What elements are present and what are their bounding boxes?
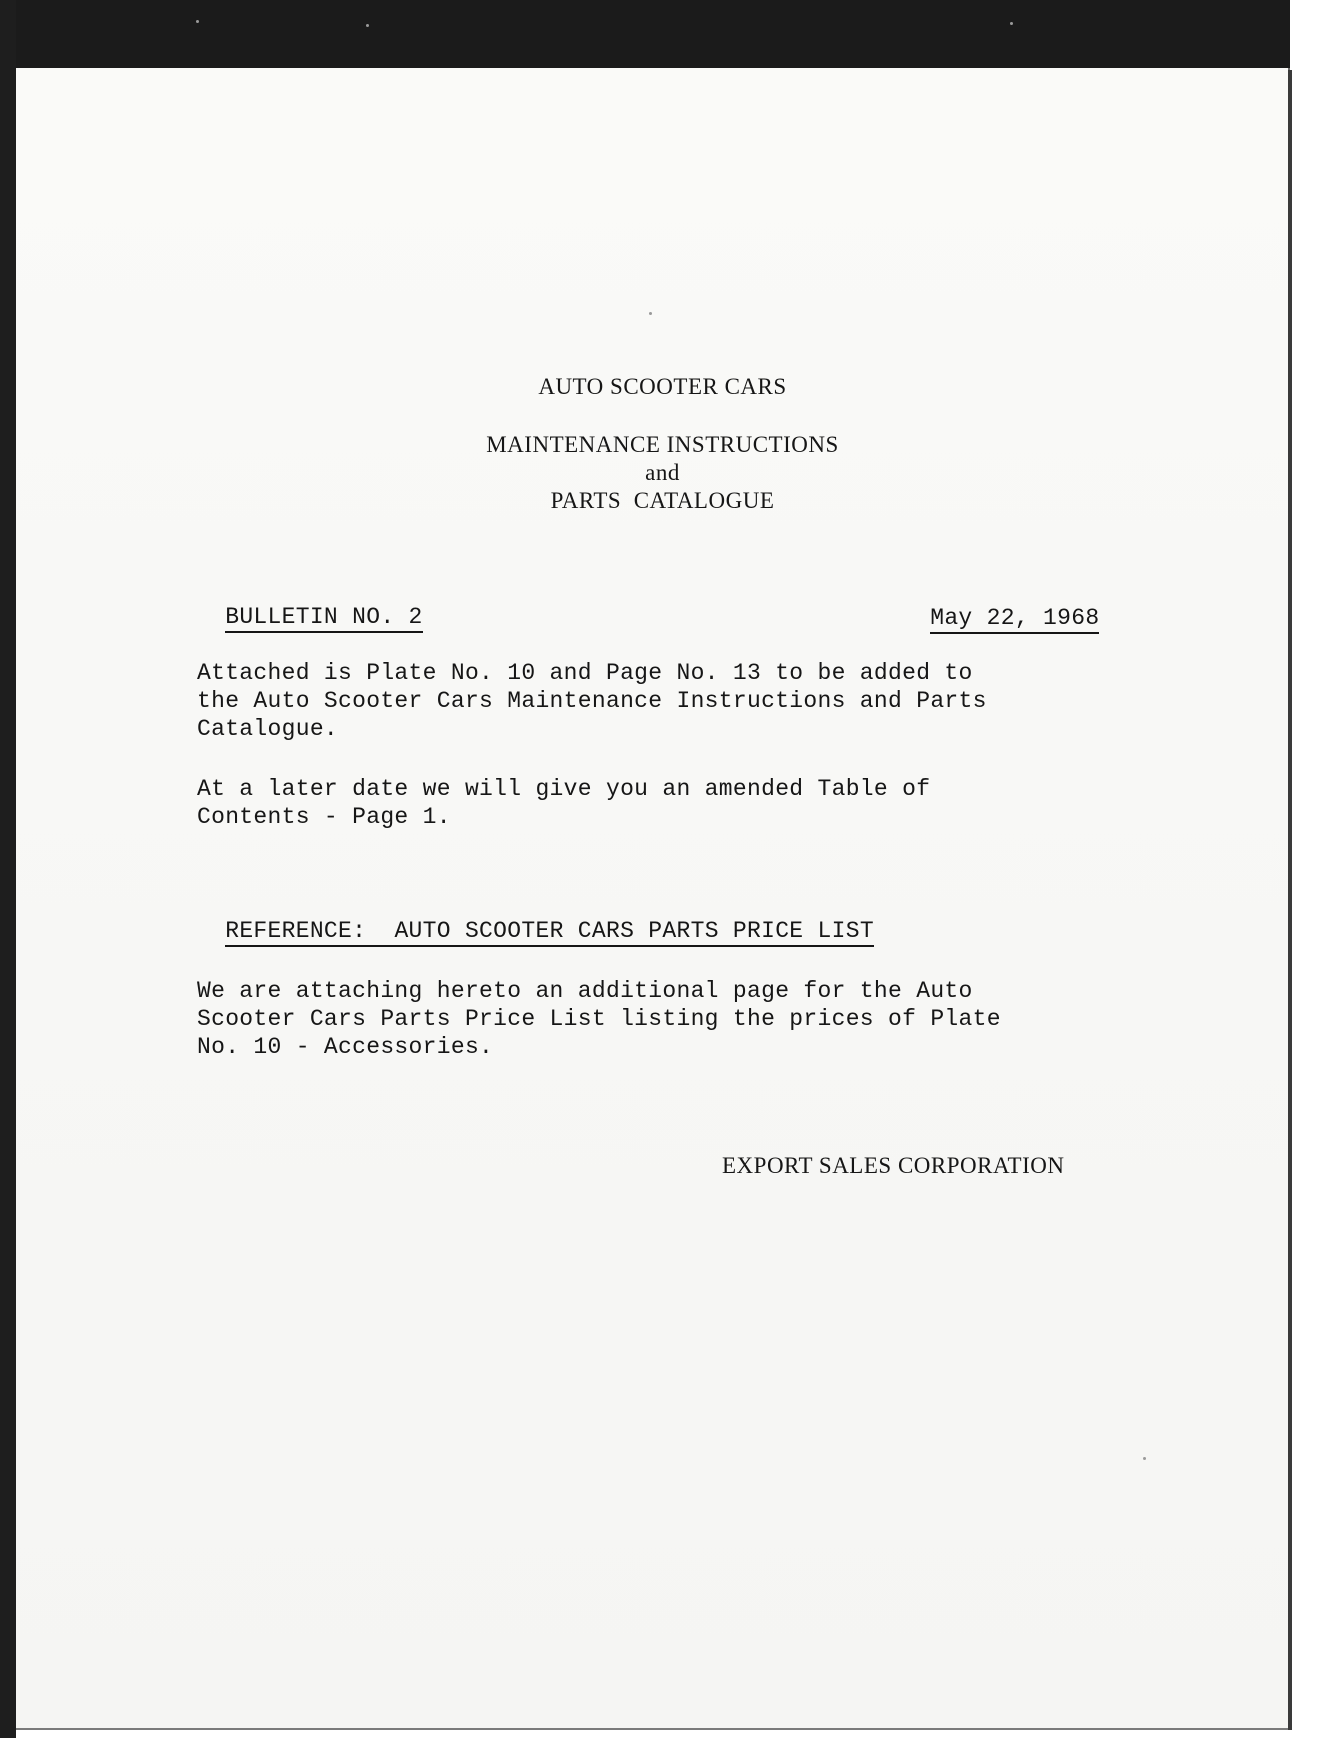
bulletin-date-text: May 22, 1968 bbox=[930, 605, 1099, 634]
document-subtitle-line1: MAINTENANCE INSTRUCTIONS bbox=[486, 432, 839, 457]
scan-background-right bbox=[1290, 0, 1325, 1738]
dust-speck bbox=[1143, 1457, 1146, 1460]
bulletin-date bbox=[902, 576, 1099, 632]
document-subtitle-line3: PARTS CATALOGUE bbox=[550, 488, 775, 513]
paragraph3-line3: No. 10 - Accessories. bbox=[197, 1034, 494, 1060]
bulletin-number-text: BULLETIN NO. 2 bbox=[225, 604, 422, 633]
reference-heading bbox=[197, 889, 874, 945]
dust-speck bbox=[366, 24, 369, 27]
reference-heading-text: REFERENCE: AUTO SCOOTER CARS PARTS PRICE LIST bbox=[225, 918, 874, 947]
dust-speck bbox=[649, 312, 652, 315]
paragraph1-line3: Catalogue. bbox=[197, 716, 339, 742]
scan-background-top bbox=[0, 0, 1325, 70]
scan-background-left bbox=[0, 0, 16, 1738]
paragraph3-line1: We are attaching hereto an additional page for the Auto bbox=[197, 978, 973, 1004]
bulletin-number bbox=[197, 575, 423, 631]
document-subtitle-line2: and bbox=[645, 460, 680, 485]
paper-edge-shadow bbox=[1288, 70, 1292, 1730]
signature-company: EXPORT SALES CORPORATION bbox=[722, 1153, 1065, 1178]
paragraph1-line1: Attached is Plate No. 10 and Page No. 13 to be added to bbox=[197, 660, 973, 686]
paragraph3-line2: Scooter Cars Parts Price List listing the prices of Plate bbox=[197, 1006, 1001, 1032]
paragraph1-line2: the Auto Scooter Cars Maintenance Instructions and Parts bbox=[197, 688, 987, 714]
paragraph2-line2: Contents - Page 1. bbox=[197, 804, 451, 830]
dust-speck bbox=[1010, 22, 1013, 25]
paragraph2-line1: At a later date we will give you an amended Table of bbox=[197, 776, 931, 802]
document-title: AUTO SCOOTER CARS bbox=[538, 374, 787, 399]
dust-speck bbox=[196, 20, 199, 23]
